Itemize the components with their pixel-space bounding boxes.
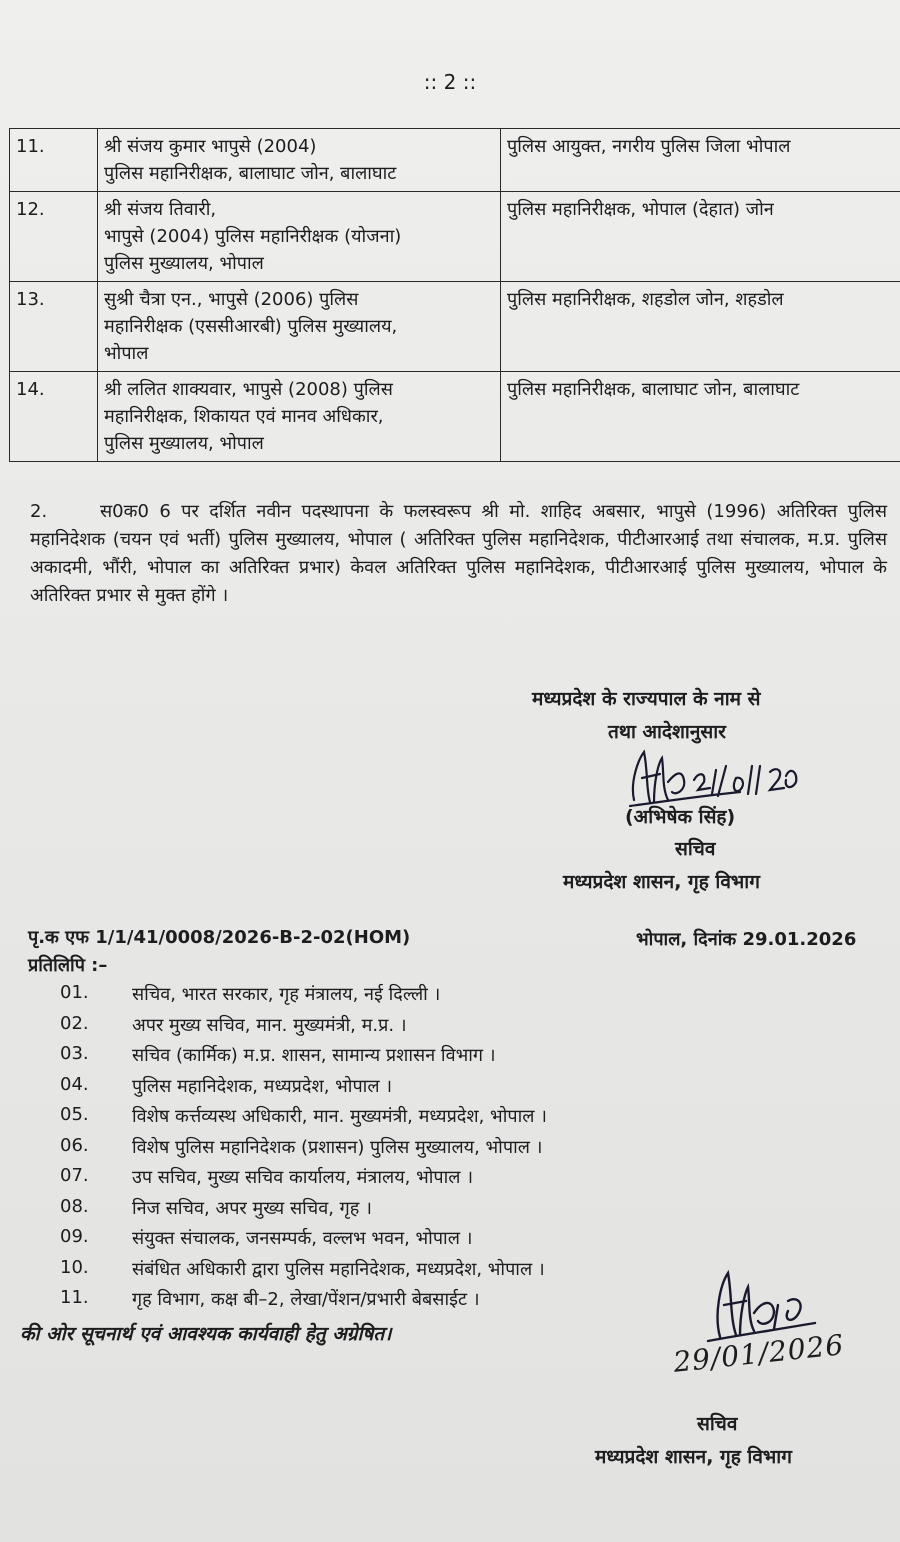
place-date: भोपाल, दिनांक 29.01.2026 [636, 929, 857, 950]
signatory-designation-2: सचिव [697, 1413, 738, 1435]
list-item-number: 07. [60, 1165, 89, 1186]
list-item-number: 10. [60, 1256, 89, 1278]
list-item-number: 08. [60, 1195, 89, 1217]
officer-line: श्री ललित शाक्यवार, भापुसे (2008) पुलिस [104, 379, 393, 400]
list-item-text: गृह विभाग, कक्ष बी–2, लेखा/पेंशन/प्रभारी बेबसाईट । [132, 1289, 480, 1310]
list-item-text: सचिव, भारत सरकार, गृह मंत्रालय, नई दिल्ली । [132, 984, 441, 1005]
table-row [10, 129, 900, 192]
serial-number: 11. [10, 129, 98, 192]
list-item-text: सचिव (कार्मिक) म.प्र. शासन, सामान्य प्रशासन विभाग । [132, 1045, 496, 1066]
paragraph-number: 2. [30, 501, 48, 522]
list-item-number: 02. [60, 1012, 89, 1034]
signatory-designation: सचिव [675, 838, 716, 860]
serial-number: 13. [10, 282, 98, 372]
list-item-number: 01. [60, 982, 89, 1003]
officer-details [98, 192, 501, 282]
serial-number: 12. [10, 192, 98, 282]
paragraph-2 [30, 498, 887, 610]
list-item-number: 05. [60, 1104, 89, 1125]
reference-line [28, 925, 888, 949]
copy-heading: प्रतिलिपि :– [28, 955, 108, 976]
list-item-text: निज सचिव, अपर मुख्य सचिव, गृह । [132, 1197, 372, 1219]
new-posting: पुलिस महानिरीक्षक, बालाघाट जोन, बालाघाट [501, 372, 900, 462]
list-item-text: अपर मुख्य सचिव, मान. मुख्यमंत्री, म.प्र. । [132, 1014, 407, 1036]
officer-line: पुलिस महानिरीक्षक, बालाघाट जोन, बालाघाट [104, 163, 397, 184]
list-item-text: पुलिस महानिदेशक, मध्यप्रदेश, भोपाल । [132, 1075, 393, 1097]
by-order-line: तथा आदेशानुसार [608, 721, 726, 743]
list-item [60, 1043, 780, 1074]
officer-line: सुश्री चैत्रा एन., भापुसे (2006) पुलिस [104, 289, 359, 310]
paragraph-text: स0क0 6 पर दर्शित नवीन पदस्थापना के फलस्वरूप श्री मो. शाहिद अबसार, भापुसे (1996) अतिरिक्त पुलिस महानिदेशक (चयन एवं भर्ती) पुलिस मुख्यालय, भोपाल ( अतिरिक्त पुलिस महानिदेशक, पीटीआरआई तथा संचालक, म.प्र. पुलिस अकादमी, भौंरी, भोपाल का अतिरिक्त प्रभार) केवल अतिरिक्त पुलिस महानिदेशक, पीटीआरआई पुलिस मुख्यालय, भोपाल के अतिरिक्त प्रभार से मुक्त होंगे । [30, 501, 887, 606]
signatory-name: (अभिषेक सिंह) [625, 806, 736, 828]
forward-note: की ओर सूचनार्थ एवं आवश्यक कार्यवाही हेतु अग्रेषित। [20, 1323, 392, 1345]
list-item [60, 1013, 780, 1044]
list-item [60, 1104, 780, 1135]
copy-list [60, 982, 780, 1318]
reference-number: पृ.क एफ 1/1/41/0008/2026-B-2-02(HOM) [28, 927, 411, 948]
postings-table [9, 128, 900, 462]
officer-line: श्री संजय तिवारी, [104, 199, 217, 220]
new-posting: पुलिस आयुक्त, नगरीय पुलिस जिला भोपाल [501, 129, 900, 192]
list-item-text: विशेष कर्त्तव्यस्थ अधिकारी, मान. मुख्यमंत्री, मध्यप्रदेश, भोपाल । [132, 1106, 547, 1127]
table-row [10, 282, 900, 372]
officer-line: श्री संजय कुमार भापुसे (2004) [104, 136, 317, 157]
list-item [60, 1135, 780, 1166]
officer-details [98, 282, 501, 372]
officer-line: पुलिस मुख्यालय, भोपाल [104, 433, 264, 454]
new-posting: पुलिस महानिरीक्षक, भोपाल (देहात) जोन [501, 192, 900, 282]
page-number: :: 2 :: [423, 70, 477, 94]
list-item-text: संबंधित अधिकारी द्वारा पुलिस महानिदेशक, मध्यप्रदेश, भोपाल । [132, 1258, 545, 1280]
list-item-number: 04. [60, 1073, 89, 1095]
list-item [60, 1226, 780, 1257]
officer-details [98, 129, 501, 192]
officer-line: भोपाल [104, 343, 149, 364]
list-item-text: संयुक्त संचालक, जनसम्पर्क, वल्लभ भवन, भोपाल । [132, 1228, 473, 1249]
list-item-number: 09. [60, 1226, 89, 1247]
officer-line: पुलिस मुख्यालय, भोपाल [104, 253, 264, 274]
officer-line: भापुसे (2004) पुलिस महानिरीक्षक (योजना) [104, 226, 402, 247]
officer-line: महानिरीक्षक, शिकायत एवं मानव अधिकार, [104, 406, 384, 427]
officer-line: महानिरीक्षक (एससीआरबी) पुलिस मुख्यालय, [104, 316, 398, 337]
list-item [60, 1287, 780, 1318]
serial-number: 14. [10, 372, 98, 462]
list-item-number: 06. [60, 1134, 89, 1156]
list-item-text: उप सचिव, मुख्य सचिव कार्यालय, मंत्रालय, भोपाल । [132, 1167, 474, 1188]
new-posting: पुलिस महानिरीक्षक, शहडोल जोन, शहडोल [501, 282, 900, 372]
table-row [10, 192, 900, 282]
governor-name-line: मध्यप्रदेश के राज्यपाल के नाम से [532, 688, 761, 710]
handwritten-date: 29/01/2026 [671, 1328, 846, 1379]
table-row [10, 372, 900, 462]
list-item [60, 1165, 780, 1196]
list-item-number: 03. [60, 1043, 89, 1064]
list-item [60, 1196, 780, 1227]
signatory-department: मध्यप्रदेश शासन, गृह विभाग [563, 871, 760, 893]
handwritten-signature-1 [620, 742, 810, 812]
list-item [60, 1074, 780, 1105]
list-item [60, 1257, 780, 1288]
list-item-number: 11. [60, 1287, 89, 1308]
list-item [60, 982, 780, 1013]
officer-details [98, 372, 501, 462]
list-item-text: विशेष पुलिस महानिदेशक (प्रशासन) पुलिस मुख्यालय, भोपाल । [132, 1136, 543, 1158]
signatory-department-2: मध्यप्रदेश शासन, गृह विभाग [595, 1446, 792, 1468]
